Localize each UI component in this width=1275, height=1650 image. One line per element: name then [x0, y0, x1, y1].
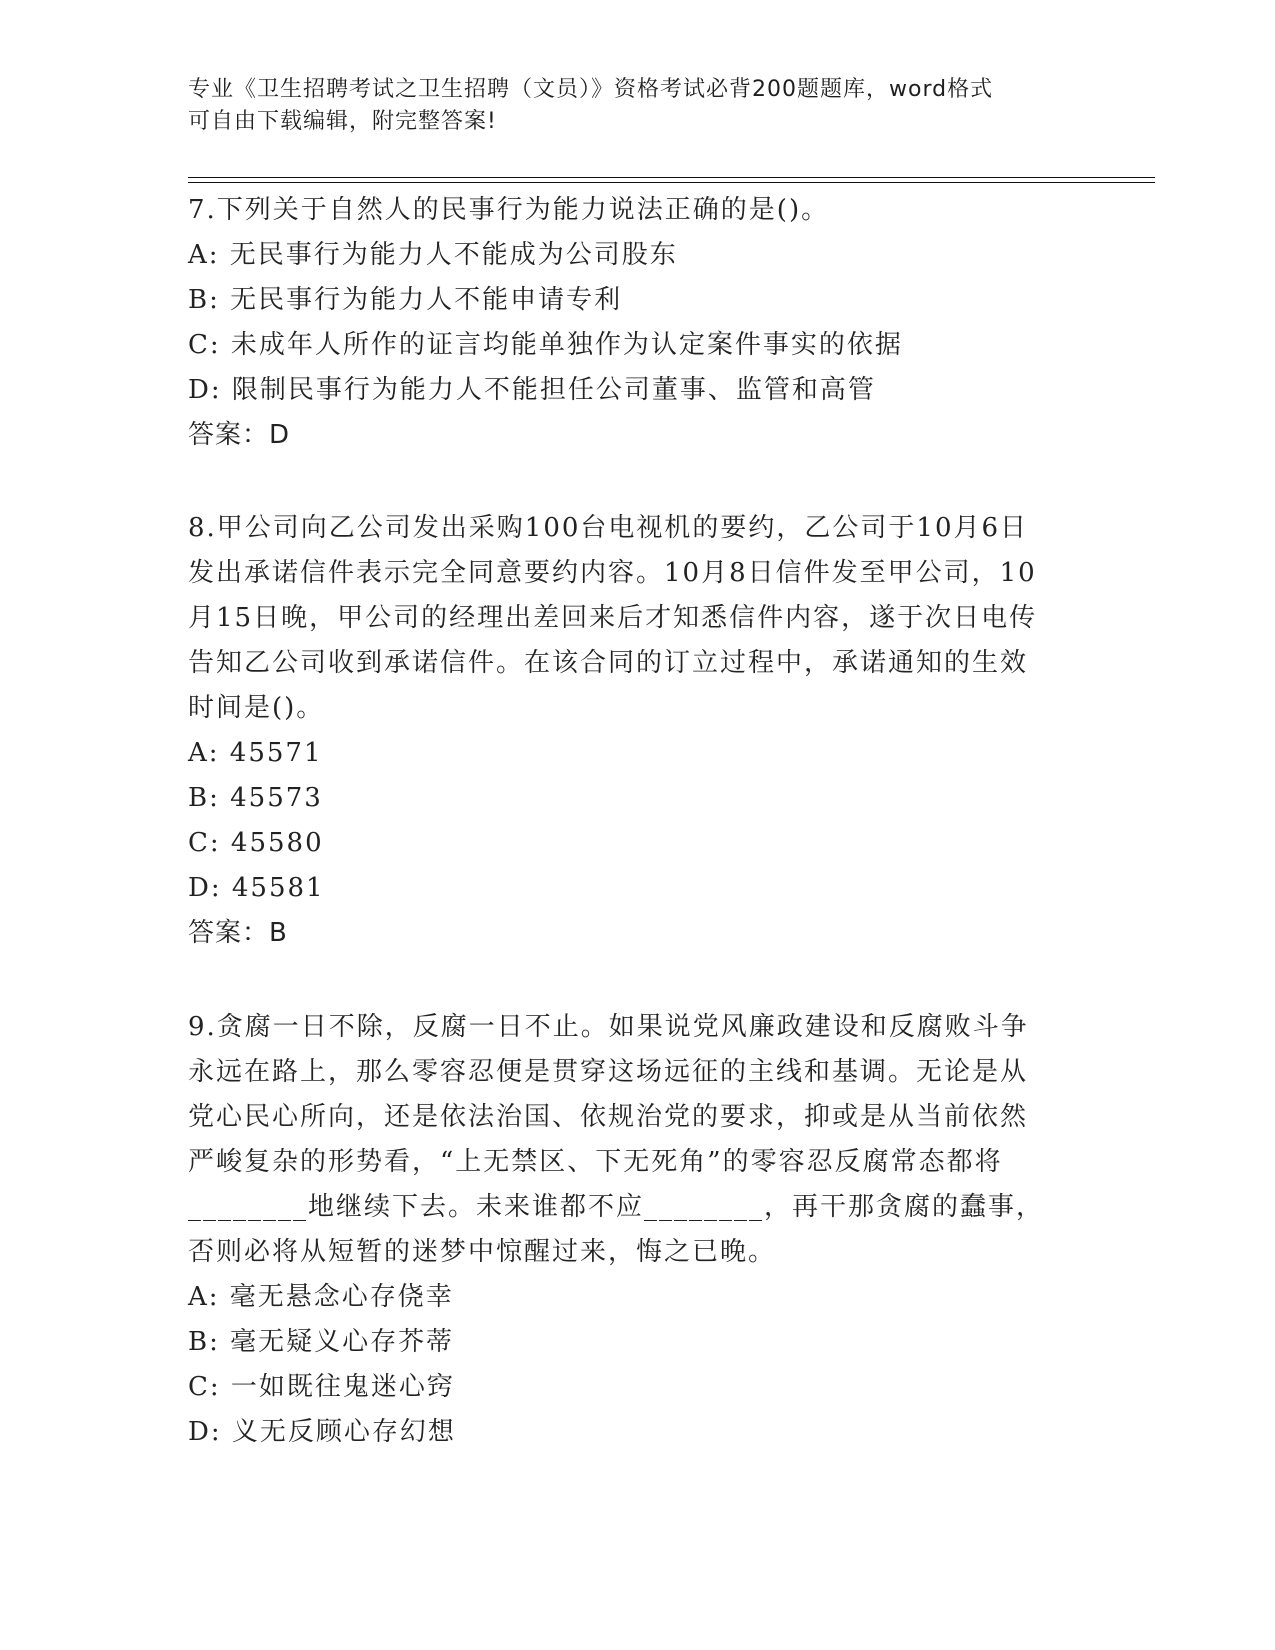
question-stem-line: 严峻复杂的形势看，“上无禁区、下无死角”的零容忍反腐常态都将 [188, 1147, 1003, 1177]
question-9 [188, 1005, 1068, 1455]
header-line-1: 专业《卫生招聘考试之卫生招聘（文员）》资格考试必背200题题库，word格式 [188, 77, 994, 102]
option-b: B: 毫无疑义心存芥蒂 [188, 1327, 455, 1357]
answer-label: 答案：B [188, 918, 288, 948]
header-divider-top [188, 177, 1155, 178]
question-stem-line: 时间是()。 [188, 693, 325, 723]
option-a: A: 毫无悬念心存侥幸 [188, 1282, 454, 1312]
question-stem-line: 否则必将从短暂的迷梦中惊醒过来，悔之已晚。 [188, 1237, 777, 1267]
header-divider-bottom [188, 182, 1155, 183]
option-b: B: 45573 [188, 783, 323, 813]
option-a: A: 无民事行为能力人不能成为公司股东 [188, 240, 678, 270]
answer-label: 答案：D [188, 420, 291, 450]
option-d: D: 限制民事行为能力人不能担任公司董事、监管和高管 [188, 375, 876, 405]
question-stem-line: 8.甲公司向乙公司发出采购100台电视机的要约，乙公司于10月6日 [188, 513, 1029, 543]
question-8 [188, 506, 1068, 956]
option-c: C: 未成年人所作的证言均能单独作为认定案件事实的依据 [188, 330, 903, 360]
option-c: C: 一如既往鬼迷心窍 [188, 1372, 455, 1402]
question-stem-line: 永远在路上，那么零容忍便是贯穿这场远征的主线和基调。无论是从 [188, 1057, 1029, 1087]
question-7 [188, 188, 1068, 458]
option-d: D: 义无反顾心存幻想 [188, 1417, 456, 1447]
option-c: C: 45580 [188, 828, 324, 858]
question-stem-line: 告知乙公司收到承诺信件。在该合同的订立过程中，承诺通知的生效 [188, 648, 1029, 678]
option-b: B: 无民事行为能力人不能申请专利 [188, 285, 623, 315]
question-stem-line: ________地继续下去。未来谁都不应________，再干那贪腐的蠢事， [188, 1192, 1045, 1222]
question-stem-line: 党心民心所向，还是依法治国、依规治党的要求，抑或是从当前依然 [188, 1102, 1029, 1132]
option-d: D: 45581 [188, 873, 325, 903]
header-line-2: 可自由下载编辑，附完整答案! [188, 109, 497, 134]
question-stem-line: 月15日晚，甲公司的经理出差回来后才知悉信件内容，遂于次日电传 [188, 603, 1038, 633]
question-stem-line: 9.贪腐一日不除，反腐一日不止。如果说党风廉政建设和反腐败斗争 [188, 1012, 1029, 1042]
document-header [188, 74, 1068, 138]
question-stem: 7.下列关于自然人的民事行为能力说法正确的是()。 [188, 195, 830, 225]
option-a: A: 45571 [188, 738, 323, 768]
question-stem-line: 发出承诺信件表示完全同意要约内容。10月8日信件发至甲公司，10 [188, 558, 1037, 588]
